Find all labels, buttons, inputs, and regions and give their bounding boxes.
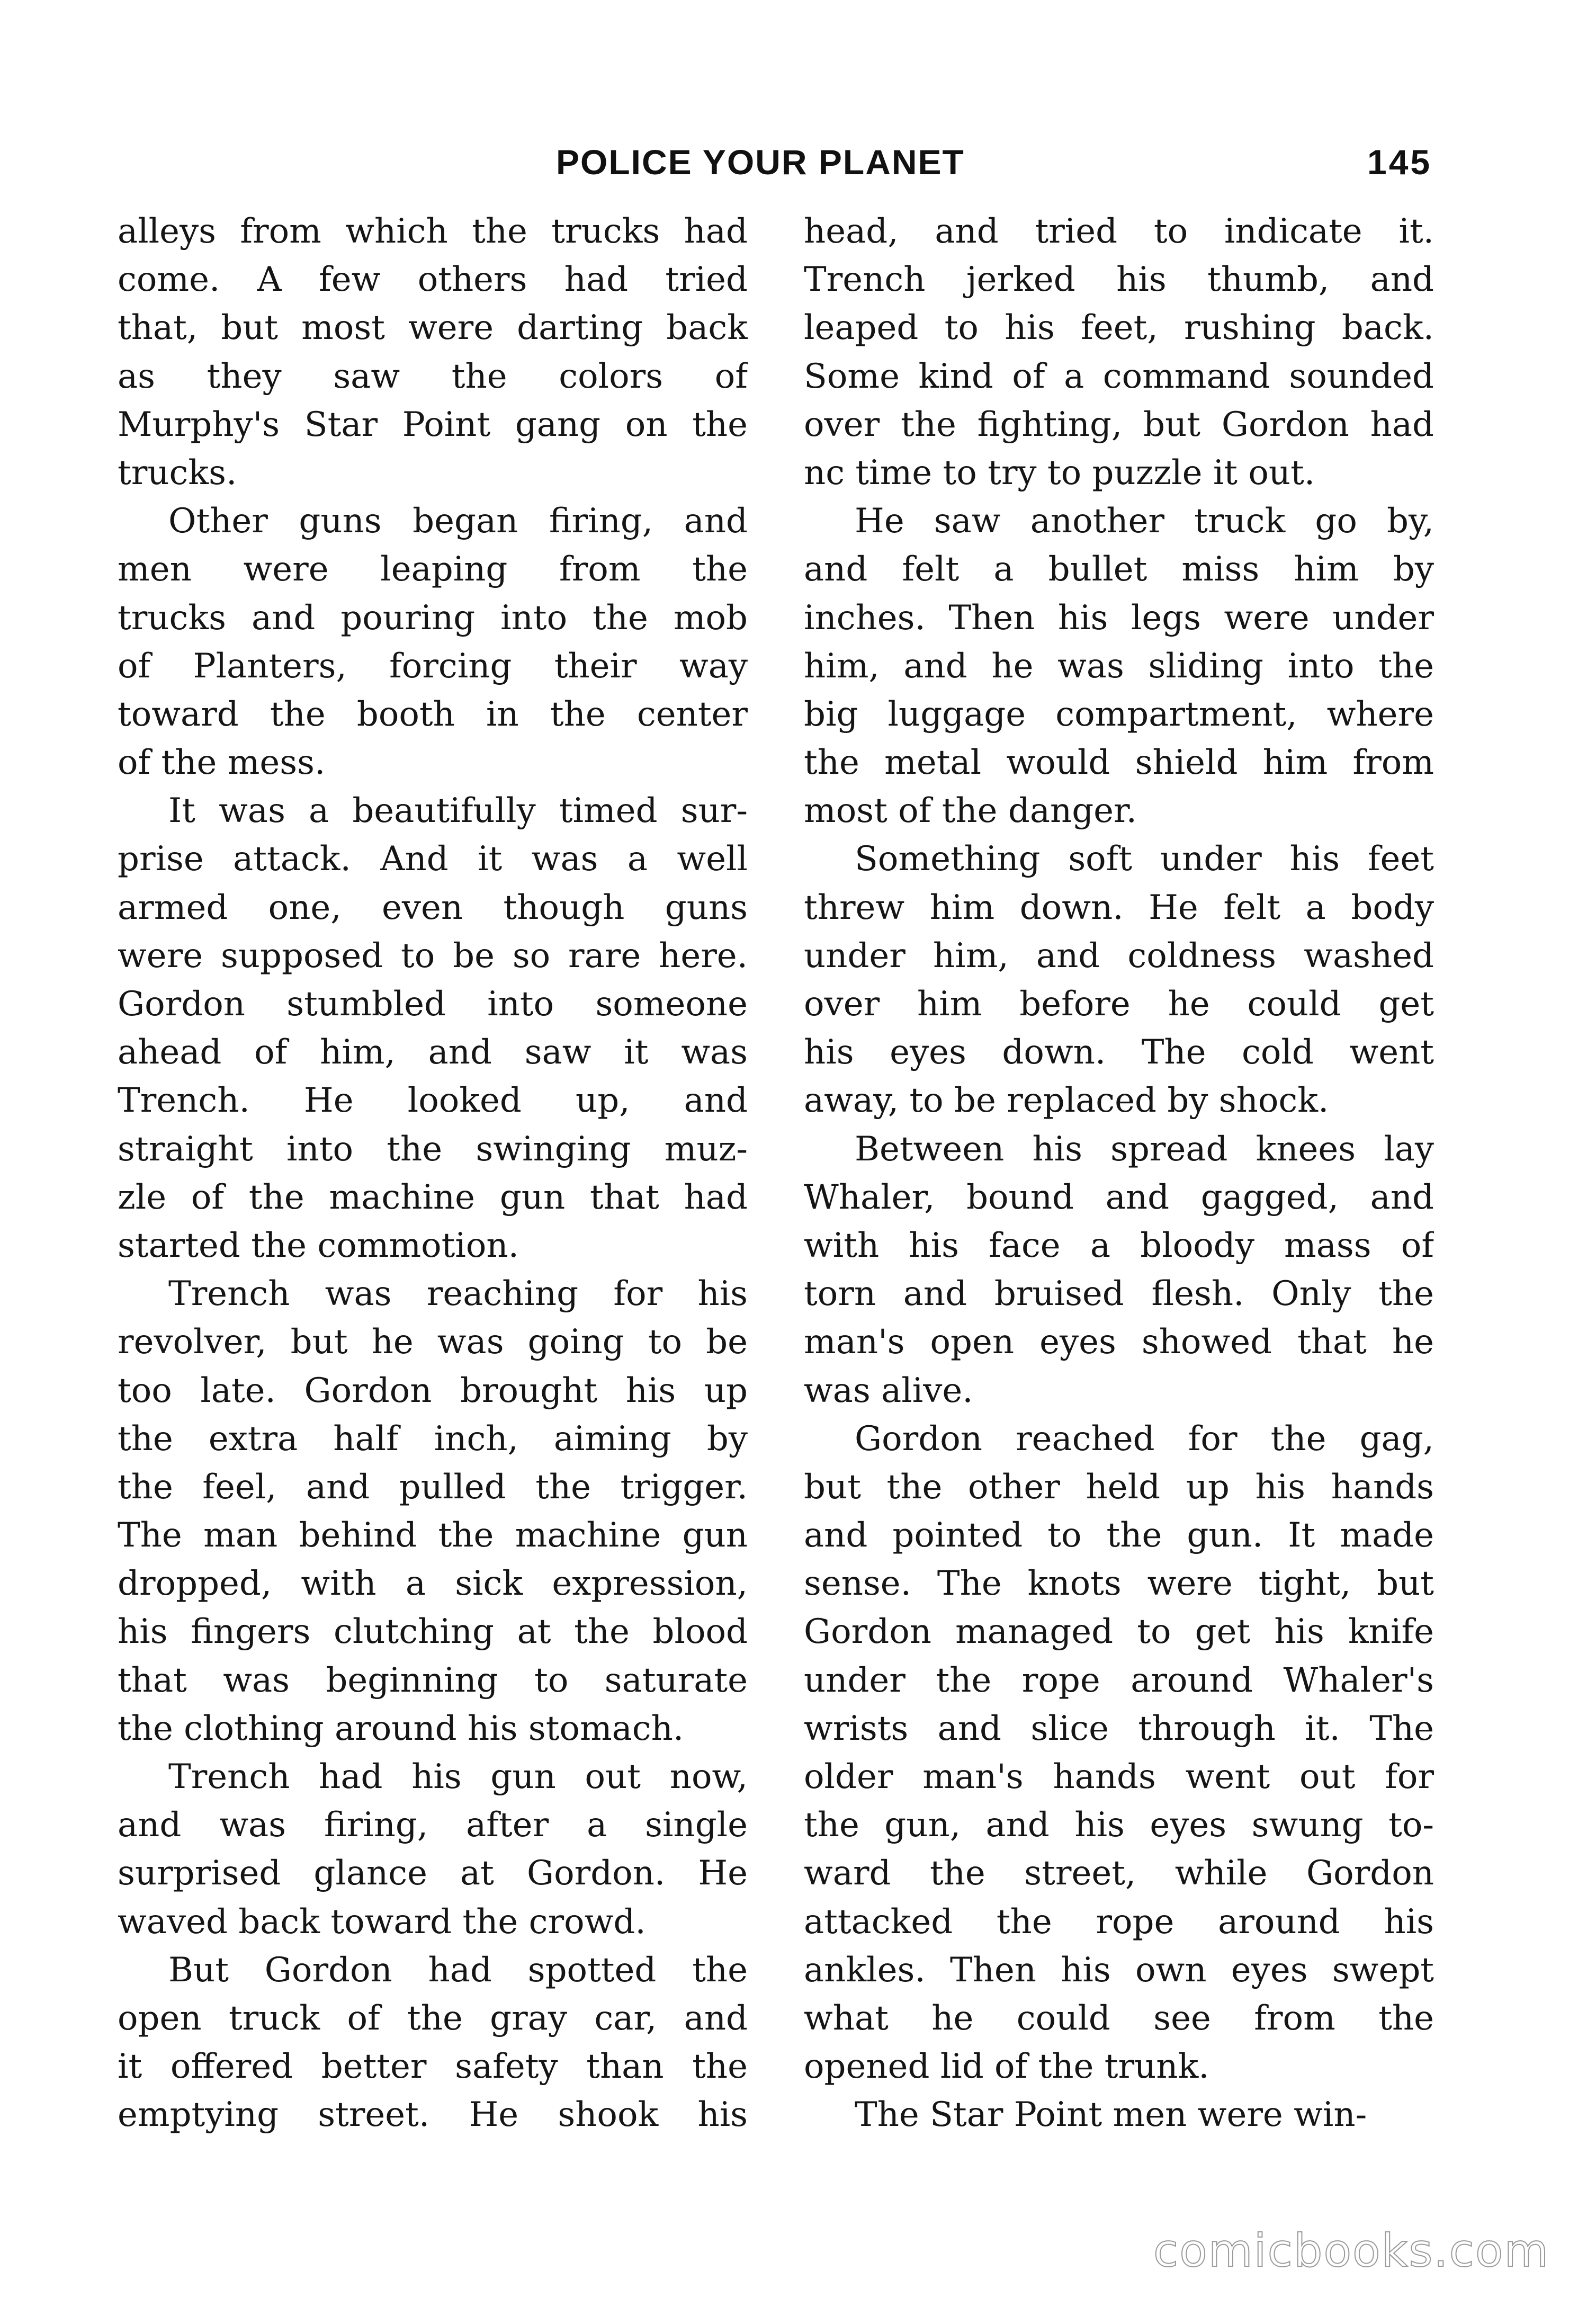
text-line: The Star Point men were win- xyxy=(855,2095,1367,2135)
text-line: Murphy's Star Point gang on the xyxy=(118,405,748,444)
text-line: alleys from which the trucks had xyxy=(118,212,748,251)
text-line: But Gordon had spotted the xyxy=(168,1950,748,1990)
text-line: dropped, with a sick expression, xyxy=(118,1564,748,1604)
text-line: the gun, and his eyes swung to- xyxy=(804,1805,1434,1845)
text-line: over the fighting, but Gordon had xyxy=(804,405,1434,444)
text-line: under him, and coldness washed xyxy=(804,936,1434,976)
text-line: that, but most were darting back xyxy=(118,308,748,348)
text-line: with his face a bloody mass of xyxy=(804,1226,1434,1265)
text-line: ankles. Then his own eyes swept xyxy=(804,1950,1434,1990)
text-line: under the rope around Whaler's xyxy=(804,1660,1434,1700)
text-line: threw him down. He felt a body xyxy=(804,888,1434,927)
text-line: revolver, but he was going to be xyxy=(118,1322,748,1362)
text-line: the clothing around his stomach. xyxy=(118,1709,684,1748)
text-line: man's open eyes showed that he xyxy=(804,1322,1434,1362)
text-line: trucks. xyxy=(118,453,237,493)
text-line: Trench was reaching for his xyxy=(168,1274,748,1314)
text-line: away, to be replaced by shock. xyxy=(804,1081,1329,1121)
text-line: emptying street. He shook his xyxy=(118,2095,748,2135)
text-line: older man's hands went out for xyxy=(804,1757,1434,1796)
text-line: Trench jerked his thumb, and xyxy=(804,260,1434,300)
text-line: Whaler, bound and gagged, and xyxy=(804,1177,1434,1217)
text-line: open truck of the gray car, and xyxy=(118,1998,748,2038)
text-line: trucks and pouring into the mob xyxy=(118,598,748,638)
running-header: POLICE YOUR PLANET xyxy=(556,142,965,182)
text-line: over him before he could get xyxy=(804,985,1434,1024)
text-line: the feel, and pulled the trigger. xyxy=(118,1467,748,1507)
text-line: big luggage compartment, where xyxy=(804,694,1434,734)
text-line: and was firing, after a single xyxy=(118,1805,748,1845)
text-line: too late. Gordon brought his up xyxy=(118,1371,748,1410)
text-line: as they saw the colors of xyxy=(118,356,748,396)
text-line: Trench had his gun out now, xyxy=(168,1757,748,1796)
text-line: most of the danger. xyxy=(804,791,1137,831)
text-line: Something soft under his feet xyxy=(855,839,1434,879)
text-line: waved back toward the crowd. xyxy=(118,1902,646,1942)
text-line: come. A few others had tried xyxy=(118,260,748,300)
text-line: ahead of him, and saw it was xyxy=(118,1033,748,1072)
text-line: started the commotion. xyxy=(118,1226,519,1265)
text-line: ward the street, while Gordon xyxy=(804,1854,1434,1893)
text-line: Between his spread knees lay xyxy=(855,1129,1434,1169)
text-line: head, and tried to indicate it. xyxy=(804,212,1434,251)
text-line: zle of the machine gun that had xyxy=(118,1177,748,1217)
text-line: that was beginning to saturate xyxy=(118,1660,748,1700)
page-number: 145 xyxy=(1367,142,1432,182)
text-line: was alive. xyxy=(804,1371,973,1410)
text-line: straight into the swinging muz- xyxy=(118,1129,748,1169)
text-line: of the mess. xyxy=(118,743,326,783)
text-line: Other guns began firing, and xyxy=(168,502,748,541)
text-line: men were leaping from the xyxy=(118,550,748,589)
text-line: his fingers clutching at the blood xyxy=(118,1612,748,1652)
text-line: inches. Then his legs were under xyxy=(804,598,1434,638)
text-line: nc time to try to puzzle it out. xyxy=(804,453,1315,493)
text-line: surprised glance at Gordon. He xyxy=(118,1854,748,1893)
left-text-column xyxy=(118,208,748,2140)
text-line: wrists and slice through it. The xyxy=(804,1709,1434,1748)
text-line: armed one, even though guns xyxy=(118,888,748,927)
text-line: Gordon managed to get his knife xyxy=(804,1612,1434,1652)
text-line: torn and bruised flesh. Only the xyxy=(804,1274,1434,1314)
text-line: of Planters, forcing their way xyxy=(118,646,748,686)
text-line: were supposed to be so rare here. xyxy=(118,936,748,976)
text-line: toward the booth in the center xyxy=(118,694,748,734)
text-line: The man behind the machine gun xyxy=(118,1516,748,1556)
text-line: the metal would shield him from xyxy=(804,743,1434,783)
text-line: it offered better safety than the xyxy=(118,2047,748,2087)
text-line: leaped to his feet, rushing back. xyxy=(804,308,1434,348)
text-line: prise attack. And it was a well xyxy=(118,839,748,879)
text-line: the extra half inch, aiming by xyxy=(118,1419,748,1459)
watermark-logo: comicbooks.com xyxy=(1153,2224,1550,2277)
text-line: what he could see from the xyxy=(804,1998,1434,2038)
text-line: and felt a bullet miss him by xyxy=(804,550,1434,589)
text-line: He saw another truck go by, xyxy=(855,502,1434,541)
text-line: Some kind of a command sounded xyxy=(804,356,1434,396)
text-line: sense. The knots were tight, but xyxy=(804,1564,1434,1604)
text-line: and pointed to the gun. It made xyxy=(804,1516,1434,1556)
text-line: opened lid of the trunk. xyxy=(804,2047,1209,2087)
right-text-column xyxy=(804,208,1434,2140)
text-line: but the other held up his hands xyxy=(804,1467,1434,1507)
text-line: Gordon stumbled into someone xyxy=(118,985,748,1024)
text-line: Gordon reached for the gag, xyxy=(855,1419,1434,1459)
text-line: him, and he was sliding into the xyxy=(804,646,1434,686)
text-line: Trench. He looked up, and xyxy=(118,1081,748,1121)
text-line: his eyes down. The cold went xyxy=(804,1033,1434,1072)
text-line: attacked the rope around his xyxy=(804,1902,1434,1942)
text-line: It was a beautifully timed sur- xyxy=(168,791,748,831)
